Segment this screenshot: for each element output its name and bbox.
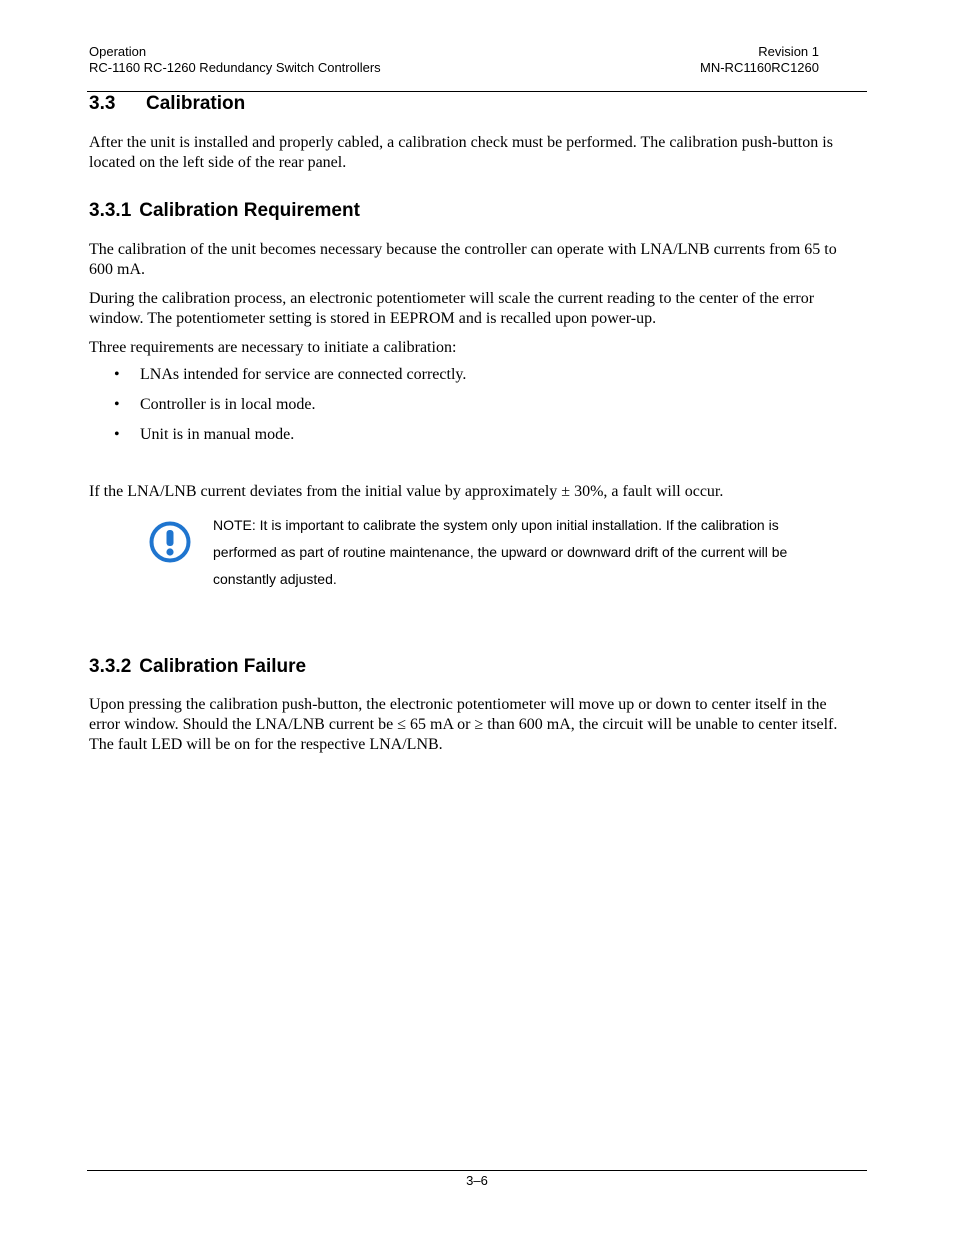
section-title: Calibration: [146, 93, 246, 114]
header-chapter: Operation: [89, 44, 147, 59]
section-number: 3.3: [89, 93, 116, 114]
section-title: Calibration Failure: [139, 656, 307, 677]
section-heading-3-3-2: [89, 655, 861, 679]
fault-threshold-paragraph: If the LNA/LNB current deviates from the initial value by approximately ± 30%, a fault will occur.: [89, 483, 724, 500]
header-row-1: [89, 44, 819, 60]
header-doc-number: MN-RC1160RC1260: [700, 60, 819, 75]
list-item: [89, 425, 861, 445]
note-text: NOTE: It is important to calibrate the system only upon initial installation. If the calibration is performed as part of routine maintenance, the upward or downward drift of the current will be constantly adjusted.: [213, 517, 788, 587]
requirement-paragraph-1: The calibration of the unit becomes necessary because the controller can operate with LNA/LNB currents from 65 to 600 mA.: [89, 241, 837, 278]
footer-divider: [87, 1170, 867, 1171]
section-number: 3.3.2: [89, 656, 132, 677]
list-item-text: Unit is in manual mode.: [140, 426, 295, 443]
section-title: Calibration Requirement: [139, 200, 360, 221]
header-row-2: [89, 60, 819, 76]
bullet-icon: •: [114, 426, 120, 443]
calibration-intro-paragraph: After the unit is installed and properly cabled, a calibration check must be performed. The calibration push-button is located on the left side of the rear panel.: [89, 134, 833, 171]
bullet-icon: •: [114, 396, 120, 413]
requirements-list: [89, 365, 861, 445]
page-header: [89, 44, 819, 76]
list-item: [89, 395, 861, 415]
exclamation-circle-icon: [149, 521, 191, 563]
page-number: 3–6: [466, 1173, 488, 1188]
list-item-text: Controller is in local mode.: [140, 396, 316, 413]
bullet-icon: •: [114, 366, 120, 383]
failure-paragraph: Upon pressing the calibration push-button, the electronic potentiometer will move up or down to center itself in the error window. Should the LNA/LNB current be ≤ 65 mA or ≥ than 600 mA, the circuit will be unable to center itself. The fault LED will be on for the respective LNA/LNB.: [89, 696, 838, 753]
header-product: RC-1160 RC-1260 Redundancy Switch Controllers: [89, 60, 381, 75]
note-callout: [89, 512, 861, 602]
section-heading-3-3-1: [89, 199, 861, 223]
list-item-text: LNAs intended for service are connected correctly.: [140, 366, 467, 383]
page-content: [89, 92, 861, 755]
section-number: 3.3.1: [89, 200, 132, 221]
section-heading-3-3: [89, 92, 861, 116]
requirement-paragraph-2: During the calibration process, an electronic potentiometer will scale the current reading to the center of the error window. The potentiometer setting is stored in EEPROM and is recalled upon power-up.: [89, 290, 815, 327]
requirement-paragraph-3: Three requirements are necessary to initiate a calibration:: [89, 339, 457, 356]
header-revision: Revision 1: [758, 44, 819, 59]
list-item: [89, 365, 861, 385]
